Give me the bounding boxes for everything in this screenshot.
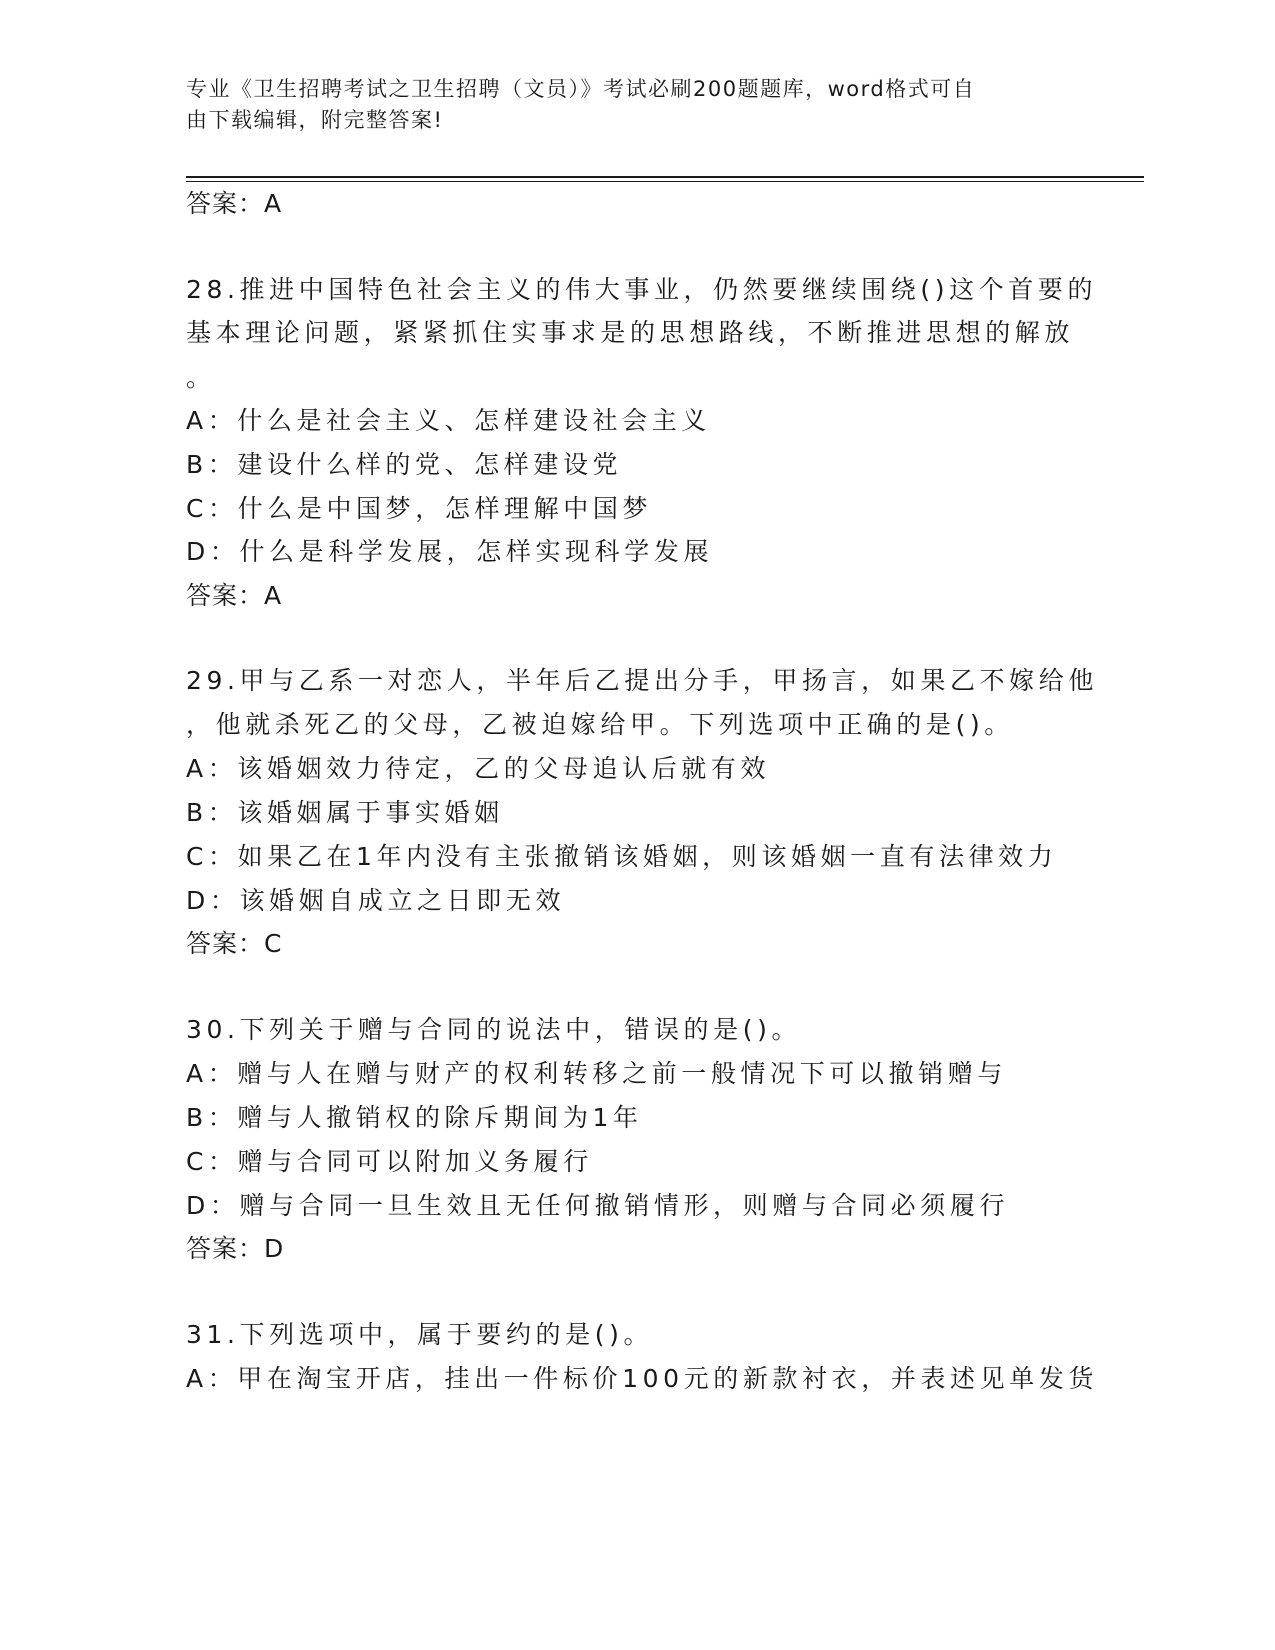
header-line-2: 由下载编辑，附完整答案! xyxy=(186,108,444,132)
question-30-option-c: C：赠与合同可以附加义务履行 xyxy=(186,1147,593,1176)
question-30-answer: 答案：D xyxy=(186,1234,285,1263)
question-29-option-c: C：如果乙在1年内没有主张撤销该婚姻，则该婚姻一直有法律效力 xyxy=(186,842,1058,871)
question-28-stem-line-2: 基本理论问题，紧紧抓住实事求是的思想路线，不断推进思想的解放 xyxy=(186,318,1075,347)
header-divider-thick xyxy=(186,176,1144,178)
question-30-stem-line-1: 30.下列关于赠与合同的说法中，错误的是()。 xyxy=(186,1015,802,1044)
document-header xyxy=(186,74,1066,136)
question-28-stem-line-3: 。 xyxy=(186,363,216,392)
question-28-option-c: C：什么是中国梦，怎样理解中国梦 xyxy=(186,494,653,523)
question-28-answer: 答案：A xyxy=(186,581,283,610)
question-29-answer: 答案：C xyxy=(186,929,283,958)
question-31-stem-line-1: 31.下列选项中，属于要约的是()。 xyxy=(186,1320,654,1349)
question-28-option-a: A：什么是社会主义、怎样建设社会主义 xyxy=(186,406,711,435)
answer-27: 答案：A xyxy=(186,189,283,218)
question-29-stem-line-1: 29.甲与乙系一对恋人，半年后乙提出分手，甲扬言，如果乙不嫁给他 xyxy=(186,666,1098,695)
header-line-1: 专业《卫生招聘考试之卫生招聘（文员）》考试必刷200题题库，word格式可自 xyxy=(186,77,976,101)
question-31-option-a: A：甲在淘宝开店，挂出一件标价100元的新款衬衣，并表述见单发货 xyxy=(186,1364,1099,1393)
question-28-option-b: B：建设什么样的党、怎样建设党 xyxy=(186,450,623,479)
question-28-stem-line-1: 28.推进中国特色社会主义的伟大事业，仍然要继续围绕()这个首要的 xyxy=(186,275,1098,304)
question-30-option-d: D：赠与合同一旦生效且无任何撤销情形，则赠与合同必须履行 xyxy=(186,1191,1010,1220)
question-29-option-b: B：该婚姻属于事实婚姻 xyxy=(186,798,504,827)
question-30-option-b: B：赠与人撤销权的除斥期间为1年 xyxy=(186,1103,643,1132)
question-30-option-a: A：赠与人在赠与财产的权利转移之前一般情况下可以撤销赠与 xyxy=(186,1059,1007,1088)
question-28-option-d: D：什么是科学发展，怎样实现科学发展 xyxy=(186,537,714,566)
header-divider-thin xyxy=(186,181,1144,182)
question-29-option-a: A：该婚姻效力待定，乙的父母追认后就有效 xyxy=(186,754,771,783)
question-29-option-d: D：该婚姻自成立之日即无效 xyxy=(186,886,566,915)
question-29-stem-line-2: ，他就杀死乙的父母，乙被迫嫁给甲。下列选项中正确的是()。 xyxy=(186,710,1014,739)
